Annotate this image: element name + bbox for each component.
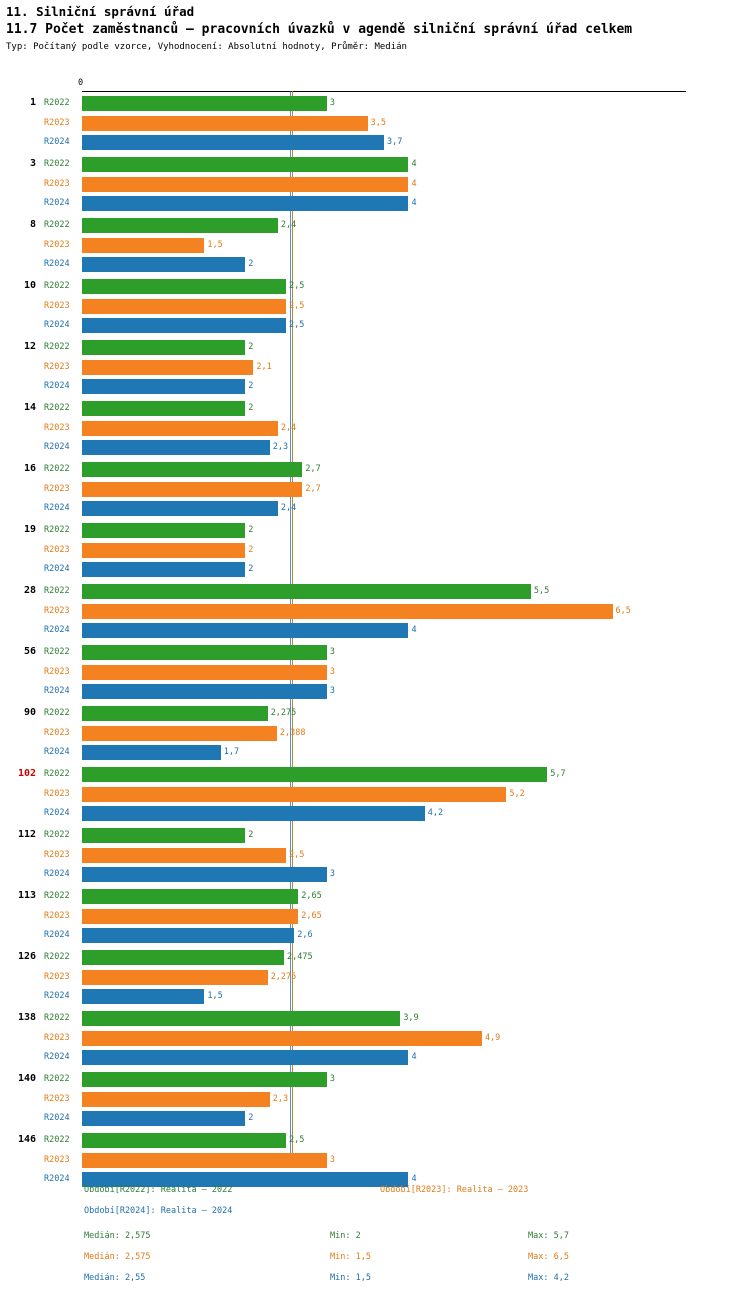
series-label-R2023: R2023 [44,1093,70,1104]
bar-19-R2023[interactable] [82,543,245,558]
bar-value-label: 2,4 [280,503,297,514]
bar-8-R2023[interactable] [82,238,204,253]
series-label-R2023: R2023 [44,727,70,738]
bar-value-label: 2,5 [289,1135,305,1145]
bar-3-R2023[interactable] [82,177,408,192]
bar-value-label: 2,1 [256,361,272,372]
bar-row [0,156,750,173]
bar-value-label: 3 [329,647,335,657]
bar-value-label: 6,5 [615,605,631,616]
bar-value-label: 3 [329,666,335,677]
category-label-56: 56 [23,646,36,657]
bar-19-R2024[interactable] [82,562,245,577]
bar-value-label: 2 [248,830,254,840]
series-label-R2023: R2023 [44,1154,70,1165]
bar-126-R2024[interactable] [82,989,204,1004]
series-label-R2024: R2024 [44,808,70,819]
bar-value-label: 4 [411,198,417,209]
chart-row-group [0,766,750,825]
stat-min-3: Min: 1,5 [330,1273,371,1283]
bar-row [0,461,750,478]
chart-meta: Typ: Počítaný podle vzorce, Vyhodnocení: Absolutní hodnoty, Průměr: Medián [6,42,407,52]
bar-value-label: 2 [248,403,254,413]
bar-row [0,766,750,783]
chart-row-group [0,95,750,154]
bar-row [0,664,750,681]
bar-row [0,725,750,742]
series-label-R2022: R2022 [44,464,70,474]
category-label-126: 126 [17,951,36,962]
bar-146-R2023[interactable] [82,1153,327,1168]
bar-value-label: 2,3 [272,1093,289,1104]
bar-row [0,1049,750,1066]
series-label-R2022: R2022 [44,769,70,779]
bar-138-R2023[interactable] [82,1031,482,1046]
series-label-R2023: R2023 [44,971,70,982]
series-label-R2023: R2023 [44,910,70,921]
bar-56-R2022[interactable] [82,645,327,660]
chart-row-group [0,827,750,886]
bar-value-label: 1,5 [207,239,223,250]
category-label-146: 146 [17,1134,36,1145]
category-label-113: 113 [17,890,36,901]
bar-140-R2024[interactable] [82,1111,245,1126]
bar-row [0,949,750,966]
bar-14-R2022[interactable] [82,401,245,416]
bar-row [0,195,750,212]
bar-56-R2024[interactable] [82,684,327,699]
bar-14-R2024[interactable] [82,440,270,455]
series-label-R2022: R2022 [44,525,70,535]
bar-90-R2023[interactable] [82,726,277,741]
bar-126-R2022[interactable] [82,950,284,965]
series-label-R2022: R2022 [44,159,70,169]
bar-row [0,683,750,700]
series-label-R2023: R2023 [44,483,70,494]
category-label-8: 8 [29,219,36,230]
bar-value-label: 5,2 [509,788,525,799]
page-title: 11. Silniční správní úřad [6,4,195,19]
bar-140-R2023[interactable] [82,1092,270,1107]
category-label-3: 3 [29,158,36,169]
bar-12-R2024[interactable] [82,379,245,394]
series-label-R2024: R2024 [44,137,70,148]
series-label-R2022: R2022 [44,586,70,596]
series-label-R2024: R2024 [44,869,70,880]
series-label-R2022: R2022 [44,1135,70,1145]
bar-value-label: 2 [248,259,254,270]
bar-value-label: 4 [411,625,417,636]
bar-113-R2023[interactable] [82,909,298,924]
bar-row [0,317,750,334]
bar-value-label: 3 [329,869,335,880]
chart-row-group [0,522,750,581]
bar-row [0,522,750,539]
bar-3-R2024[interactable] [82,196,408,211]
bar-row [0,1152,750,1169]
chart-row-group [0,888,750,947]
bar-value-label: 4 [411,178,417,189]
bar-1-R2022[interactable] [82,96,327,111]
bar-row [0,827,750,844]
chart-row-group [0,644,750,703]
bar-row [0,1030,750,1047]
bar-value-label: 2,5 [289,300,305,311]
bar-value-label: 2,5 [289,320,305,331]
bar-value-label: 2,65 [301,891,322,901]
series-label-R2022: R2022 [44,98,70,108]
series-label-R2024: R2024 [44,564,70,575]
stat-median-1: Medián: 2,575 [84,1231,151,1241]
bar-value-label: 2 [248,544,254,555]
bar-12-R2022[interactable] [82,340,245,355]
stat-median-3: Medián: 2,55 [84,1273,146,1283]
bar-19-R2022[interactable] [82,523,245,538]
bar-value-label: 2,275 [270,971,297,982]
bar-value-label: 2 [248,381,254,392]
series-label-R2022: R2022 [44,708,70,718]
bar-value-label: 3,7 [387,137,403,148]
chart-row-group [0,1010,750,1069]
series-label-R2023: R2023 [44,605,70,616]
bar-10-R2022[interactable] [82,279,286,294]
series-label-R2024: R2024 [44,1113,70,1124]
category-label-16: 16 [23,463,36,474]
bar-value-label: 4 [411,1052,417,1063]
series-label-R2023: R2023 [44,544,70,555]
series-label-R2022: R2022 [44,403,70,413]
bar-row [0,786,750,803]
bar-102-R2024[interactable] [82,806,425,821]
series-label-R2022: R2022 [44,220,70,230]
stat-max-1: Max: 5,7 [528,1231,569,1241]
bar-row [0,481,750,498]
bar-value-label: 3 [329,98,335,108]
chart-row-group [0,278,750,337]
bar-102-R2022[interactable] [82,767,547,782]
bar-row [0,278,750,295]
category-label-12: 12 [23,341,36,352]
bar-row [0,908,750,925]
series-label-R2022: R2022 [44,647,70,657]
bar-138-R2024[interactable] [82,1050,408,1065]
legend-item-3[interactable]: Období[R2024]: Realita – 2024 [84,1206,233,1216]
bar-16-R2022[interactable] [82,462,302,477]
bar-value-label: 2,7 [305,464,321,474]
category-label-102: 102 [17,768,36,779]
series-label-R2023: R2023 [44,422,70,433]
series-label-R2023: R2023 [44,300,70,311]
series-label-R2024: R2024 [44,930,70,941]
bar-row [0,400,750,417]
series-label-R2024: R2024 [44,381,70,392]
bar-row [0,561,750,578]
series-label-R2022: R2022 [44,281,70,291]
series-label-R2022: R2022 [44,830,70,840]
bar-row [0,969,750,986]
bar-value-label: 3 [329,1074,335,1084]
bar-113-R2024[interactable] [82,928,294,943]
bar-value-label: 3,9 [403,1013,419,1023]
bar-row [0,500,750,517]
series-label-R2024: R2024 [44,259,70,270]
bar-value-label: 4 [411,159,417,169]
bar-value-label: 2,4 [280,422,297,433]
bar-1-R2024[interactable] [82,135,384,150]
stat-max-3: Max: 4,2 [528,1273,569,1283]
bar-row [0,866,750,883]
bar-140-R2022[interactable] [82,1072,327,1087]
category-label-19: 19 [23,524,36,535]
bar-row [0,176,750,193]
bar-value-label: 1,7 [223,747,240,758]
bar-112-R2023[interactable] [82,848,286,863]
bar-row [0,705,750,722]
chart-row-group [0,461,750,520]
series-label-R2023: R2023 [44,849,70,860]
chart-row-group [0,156,750,215]
bar-1-R2023[interactable] [82,116,368,131]
bar-value-label: 2 [248,1113,254,1124]
bar-row [0,378,750,395]
series-label-R2024: R2024 [44,625,70,636]
bar-value-label: 5,5 [533,586,550,596]
stat-min-2: Min: 1,5 [330,1252,371,1262]
bar-row [0,237,750,254]
series-label-R2024: R2024 [44,991,70,1002]
series-label-R2023: R2023 [44,1032,70,1043]
bar-value-label: 2 [248,525,254,535]
bar-3-R2022[interactable] [82,157,408,172]
bar-row [0,1071,750,1088]
bar-value-label: 2 [248,342,254,352]
category-label-112: 112 [17,829,36,840]
series-label-R2023: R2023 [44,788,70,799]
stat-min-1: Min: 2 [330,1231,361,1241]
bar-row [0,115,750,132]
bar-value-label: 3,5 [370,117,387,128]
chart-row-group [0,705,750,764]
bar-12-R2023[interactable] [82,360,253,375]
bar-112-R2022[interactable] [82,828,245,843]
chart-row-group [0,1132,750,1191]
chart-row-group [0,400,750,459]
series-label-R2022: R2022 [44,952,70,962]
bar-value-label: 2,4 [280,220,297,230]
bar-row [0,95,750,112]
bar-value-label: 2,475 [287,952,313,962]
chart-row-group [0,1071,750,1130]
bar-10-R2023[interactable] [82,299,286,314]
bar-value-label: 2,388 [279,727,306,738]
bar-28-R2022[interactable] [82,584,531,599]
category-label-28: 28 [23,585,36,596]
bar-90-R2024[interactable] [82,745,221,760]
bar-row [0,888,750,905]
bar-126-R2023[interactable] [82,970,268,985]
bar-value-label: 4,9 [484,1032,501,1043]
bar-row [0,622,750,639]
bar-row [0,744,750,761]
bar-146-R2022[interactable] [82,1133,286,1148]
bar-value-label: 2,5 [289,281,305,291]
bar-row [0,420,750,437]
legend-item-1[interactable]: Období[R2022]: Realita – 2022 [84,1185,233,1195]
category-label-140: 140 [17,1073,36,1084]
bar-value-label: 5,7 [550,769,566,779]
category-label-14: 14 [23,402,36,413]
bar-row [0,1132,750,1149]
series-label-R2023: R2023 [44,666,70,677]
bar-row [0,603,750,620]
bar-row [0,217,750,234]
bar-row [0,298,750,315]
series-label-R2024: R2024 [44,198,70,209]
bar-90-R2022[interactable] [82,706,268,721]
chart-row-group [0,217,750,276]
bar-row [0,583,750,600]
bar-row [0,134,750,151]
series-label-R2022: R2022 [44,1074,70,1084]
series-label-R2024: R2024 [44,503,70,514]
bar-10-R2024[interactable] [82,318,286,333]
series-label-R2024: R2024 [44,1174,70,1185]
stat-max-2: Max: 6,5 [528,1252,569,1262]
series-label-R2024: R2024 [44,747,70,758]
bar-16-R2023[interactable] [82,482,302,497]
category-label-1: 1 [29,97,36,108]
legend-item-2[interactable]: Období[R2023]: Realita – 2023 [380,1185,529,1195]
bar-8-R2024[interactable] [82,257,245,272]
chart-row-group [0,949,750,1008]
chart-row-group [0,583,750,642]
bar-16-R2024[interactable] [82,501,278,516]
bar-row [0,927,750,944]
series-label-R2022: R2022 [44,1013,70,1023]
series-label-R2023: R2023 [44,178,70,189]
bar-row [0,542,750,559]
bar-row [0,359,750,376]
stat-median-2: Medián: 2,575 [84,1252,151,1262]
bar-row [0,256,750,273]
bar-row [0,439,750,456]
bar-56-R2023[interactable] [82,665,327,680]
bar-value-label: 3 [329,686,335,697]
bar-value-label: 3 [329,1154,335,1165]
bar-112-R2024[interactable] [82,867,327,882]
chart-title: 11.7 Počet zaměstnanců – pracovních úvazků v agendě silniční správní úřad celkem [6,22,633,37]
bar-138-R2022[interactable] [82,1011,400,1026]
bar-value-label: 4 [411,1174,417,1185]
bar-row [0,1010,750,1027]
bar-28-R2024[interactable] [82,623,408,638]
series-label-R2023: R2023 [44,117,70,128]
series-label-R2024: R2024 [44,442,70,453]
chart-row-group [0,339,750,398]
bar-8-R2022[interactable] [82,218,278,233]
bar-value-label: 2,5 [289,849,305,860]
category-label-90: 90 [23,707,36,718]
axis-top-line [82,91,686,92]
bar-value-label: 2,275 [270,708,297,718]
bar-row [0,847,750,864]
bar-value-label: 1,5 [207,991,223,1002]
bar-value-label: 2 [248,564,254,575]
bar-row [0,644,750,661]
bar-row [0,1110,750,1127]
bar-row [0,339,750,356]
series-label-R2024: R2024 [44,686,70,697]
bar-row [0,988,750,1005]
bar-14-R2023[interactable] [82,421,278,436]
series-label-R2024: R2024 [44,320,70,331]
bar-value-label: 2,65 [301,910,322,921]
category-label-10: 10 [23,280,36,291]
series-label-R2023: R2023 [44,239,70,250]
series-label-R2023: R2023 [44,361,70,372]
bar-value-label: 2,6 [297,930,313,941]
bar-value-label: 2,3 [272,442,289,453]
bar-row [0,1091,750,1108]
series-label-R2022: R2022 [44,342,70,352]
series-label-R2024: R2024 [44,1052,70,1063]
bar-28-R2023[interactable] [82,604,613,619]
series-label-R2022: R2022 [44,891,70,901]
axis-origin-label: 0 [78,78,84,88]
category-label-138: 138 [17,1012,36,1023]
bar-113-R2022[interactable] [82,889,298,904]
bar-102-R2023[interactable] [82,787,506,802]
bar-value-label: 2,7 [305,483,321,494]
bar-row [0,805,750,822]
bar-value-label: 4,2 [427,808,444,819]
